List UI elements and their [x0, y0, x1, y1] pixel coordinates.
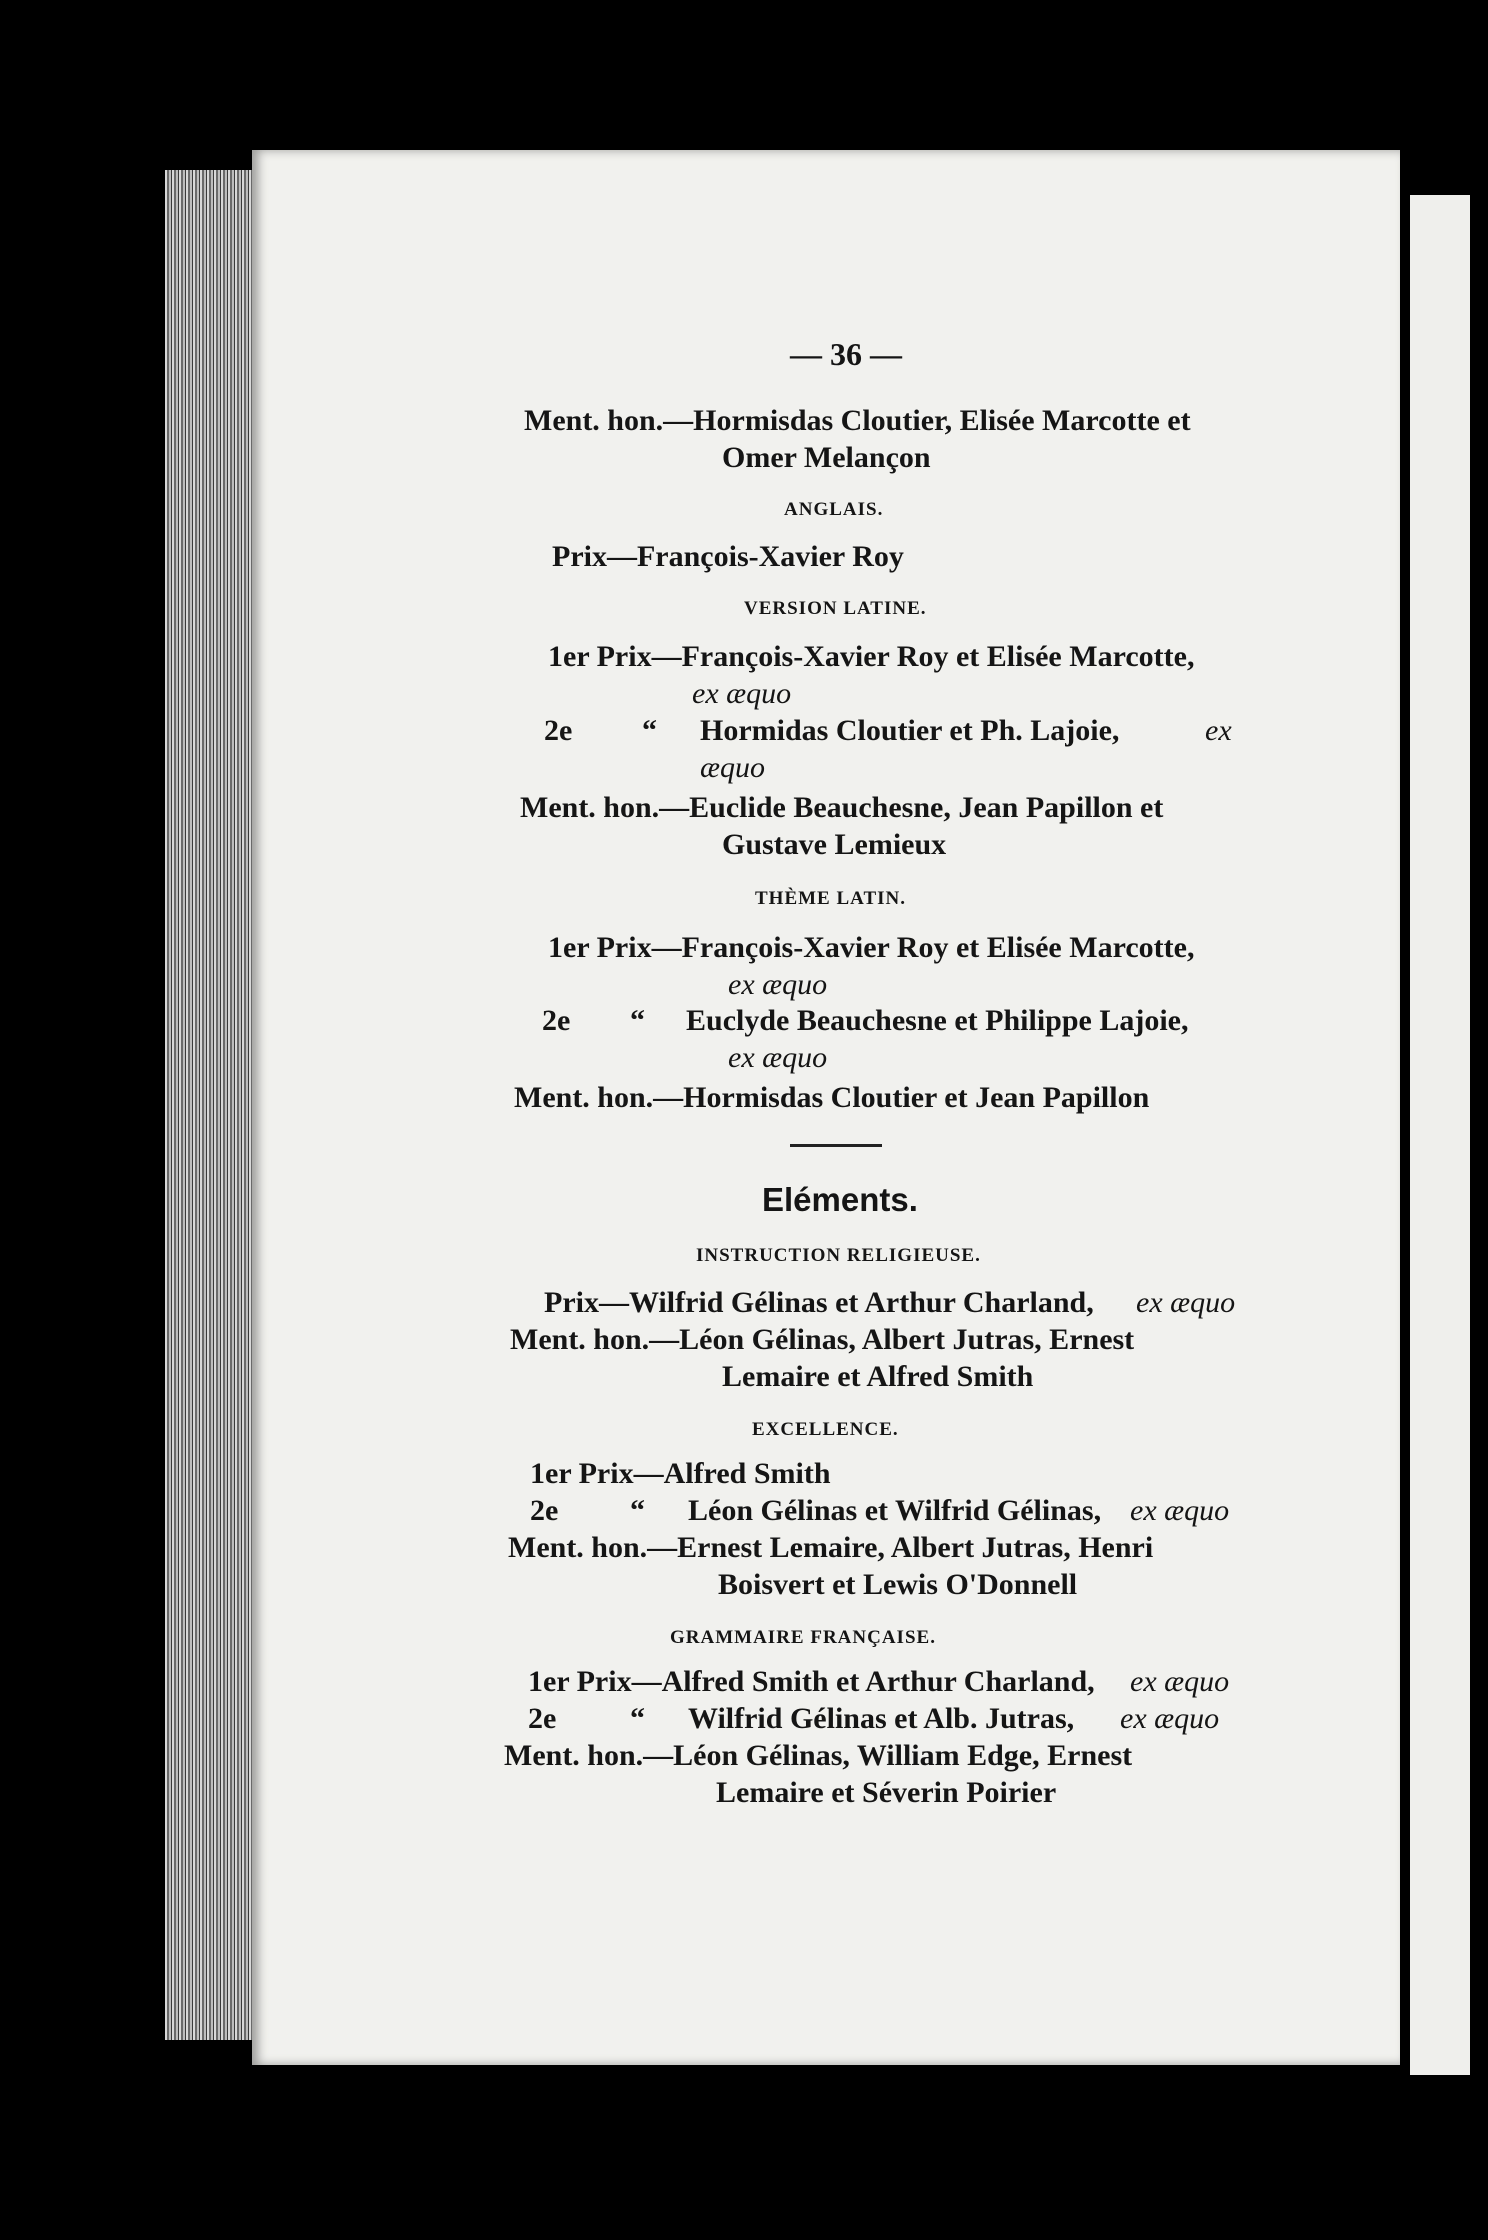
ex-note: ex: [1205, 714, 1232, 747]
mention-continuation: Lemaire et Alfred Smith: [722, 1360, 1034, 1393]
mention-line: Ment. hon.—Euclide Beauchesne, Jean Papillon et: [520, 791, 1164, 824]
second-prize-rank: 2e: [530, 1494, 559, 1527]
division-title: Eléments.: [762, 1181, 918, 1218]
second-prize-text: Euclyde Beauchesne et Philippe Lajoie,: [686, 1004, 1189, 1037]
section-heading-instruction-religieuse: INSTRUCTION RELIGIEUSE.: [696, 1245, 981, 1266]
book-spine-edges: [165, 170, 257, 2040]
section-divider: [790, 1144, 882, 1147]
first-prize-line: 1er Prix—François-Xavier Roy et Elisée Marcotte,: [548, 931, 1195, 964]
mention-line: Ment. hon.—Ernest Lemaire, Albert Jutras, Henri: [508, 1531, 1154, 1564]
mention-continuation: Lemaire et Séverin Poirier: [716, 1776, 1057, 1809]
page-content: [252, 150, 1400, 2065]
mention-line: Ment. hon.—Léon Gélinas, William Edge, Ernest: [504, 1739, 1133, 1772]
ex-aequo-note: ex æquo: [1120, 1702, 1220, 1735]
first-prize-line: 1er Prix—Alfred Smith: [530, 1457, 831, 1490]
section-heading-grammaire-francaise: GRAMMAIRE FRANÇAISE.: [670, 1627, 936, 1648]
second-prize-text: Léon Gélinas et Wilfrid Gélinas,: [688, 1494, 1102, 1527]
mention-line: Ment. hon.—Hormisdas Cloutier et Jean Papillon: [514, 1081, 1150, 1114]
mention-continuation: Omer Melançon: [722, 441, 931, 474]
page-number: — 36 —: [790, 336, 902, 372]
mention-text: Ment. hon.—Hormisdas Cloutier, Elisée Marcotte et: [524, 404, 1191, 437]
ex-aequo-note: ex æquo: [1130, 1665, 1230, 1698]
section-heading-anglais: ANGLAIS.: [784, 499, 884, 520]
second-prize-text: Wilfrid Gélinas et Alb. Jutras,: [688, 1702, 1075, 1735]
second-prize-rank: 2e: [542, 1004, 571, 1037]
aequo-note: æquo: [700, 751, 766, 784]
ex-aequo-note: ex æquo: [728, 968, 828, 1001]
section-heading-theme-latin: THÈME LATIN.: [755, 888, 907, 909]
ditto-mark: “: [630, 1702, 645, 1735]
section-heading-version-latine: VERSION LATINE.: [744, 598, 927, 619]
ex-aequo-note: ex æquo: [1130, 1494, 1230, 1527]
mention-continuation: Gustave Lemieux: [722, 828, 947, 861]
first-prize-line: 1er Prix—Alfred Smith et Arthur Charland,: [528, 1665, 1095, 1698]
ditto-mark: “: [630, 1494, 645, 1527]
section-heading-excellence: EXCELLENCE.: [752, 1419, 899, 1440]
ex-aequo-note: ex æquo: [1136, 1286, 1236, 1319]
second-prize-rank: 2e: [528, 1702, 557, 1735]
ex-aequo-note: ex æquo: [692, 677, 792, 710]
ex-aequo-note: ex æquo: [728, 1041, 828, 1074]
adjacent-page-edge: [1410, 195, 1470, 2075]
ditto-mark: “: [642, 714, 657, 747]
mention-continuation: Boisvert et Lewis O'Donnell: [718, 1568, 1078, 1601]
prize-line: Prix—Wilfrid Gélinas et Arthur Charland,: [544, 1286, 1094, 1319]
mention-line: [524, 403, 1488, 439]
ditto-mark: “: [630, 1004, 645, 1037]
mention-line: Ment. hon.—Léon Gélinas, Albert Jutras, Ernest: [510, 1323, 1135, 1356]
second-prize-text: Hormidas Cloutier et Ph. Lajoie,: [700, 714, 1120, 747]
second-prize-rank: 2e: [544, 714, 573, 747]
prize-line: Prix—François-Xavier Roy: [552, 540, 904, 573]
book-page: [252, 150, 1400, 2065]
first-prize-line: 1er Prix—François-Xavier Roy et Elisée Marcotte,: [548, 640, 1195, 673]
